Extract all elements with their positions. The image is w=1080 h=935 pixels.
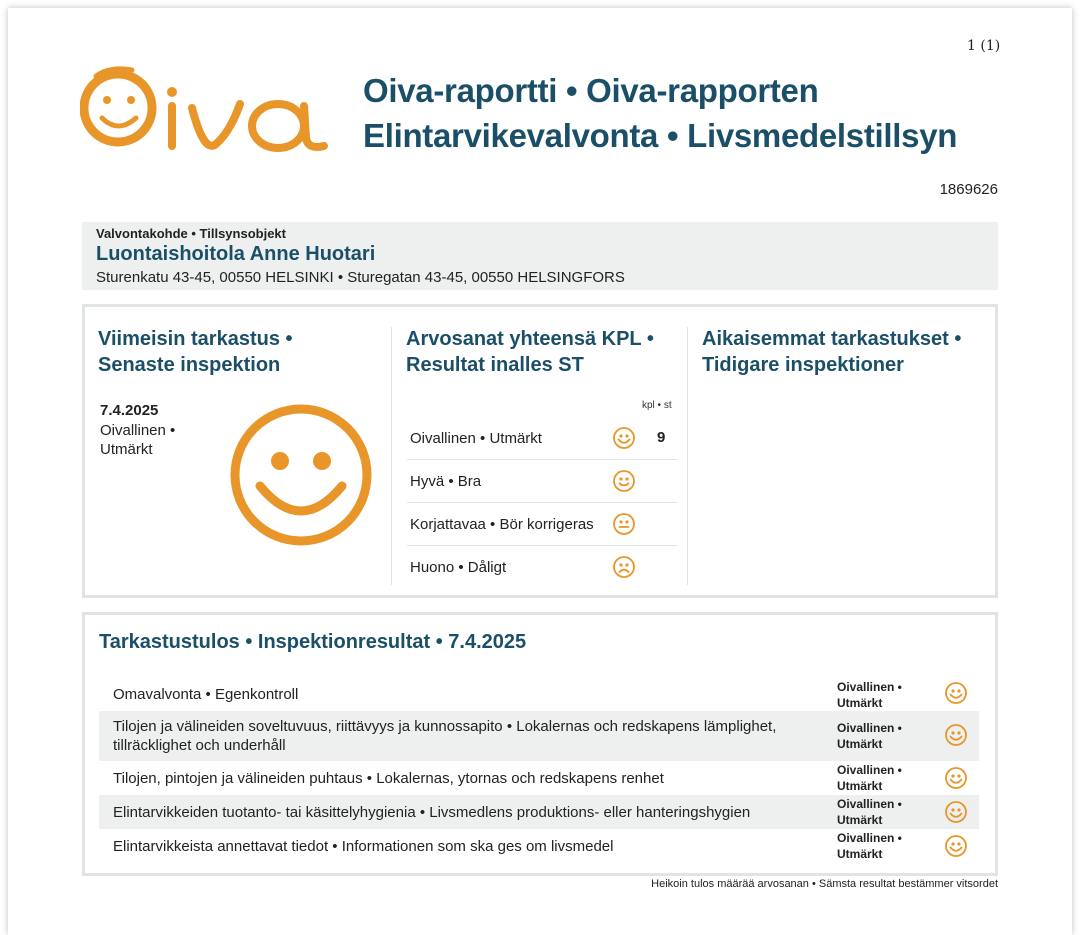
latest-date: 7.4.2025 [100,402,159,419]
grade-label: Oivallinen • Utmärkt [410,430,542,447]
excellent-smiley-icon [944,681,968,705]
excellent-smiley-icon [944,800,968,824]
big-excellent-smiley-icon [228,402,374,548]
grade-row-good [407,459,677,503]
totals-heading [406,326,654,378]
latest-heading-line2: Senaste inspektion [98,354,281,376]
result-grade-line2: Utmärkt [837,779,883,793]
result-grade [837,679,902,711]
latest-heading-line1: Viimeisin tarkastus • [98,328,293,350]
grade-count: 9 [657,429,666,446]
result-row [99,829,979,863]
result-grade-line1: Oivallinen • [837,680,902,694]
result-text: Elintarvikkeista annettavat tiedot • Informationen som ska ges om livsmedel [113,838,614,855]
result-grade-line1: Oivallinen • [837,721,902,735]
page-number: 1 (1) [967,38,1001,54]
result-row [99,677,979,711]
result-grade [837,762,902,794]
result-grade-line1: Oivallinen • [837,763,902,777]
good-smiley-icon [612,469,636,493]
result-grade-line2: Utmärkt [837,847,883,861]
grade-label: Korjattavaa • Bör korrigeras [410,516,594,533]
previous-heading [702,326,961,378]
excellent-smiley-icon [944,723,968,747]
totals-heading-line2: Resultat inalles ST [406,354,584,376]
result-text: Omavalvonta • Egenkontroll [113,686,299,703]
grade-row-poor [407,545,677,588]
document-id: 1869626 [939,181,998,198]
latest-grade [100,421,175,459]
grade-row-excellent [407,416,677,460]
logo-text: Oiva [80,62,83,63]
grade-label: Huono • Dåligt [410,559,507,576]
result-grade [837,720,902,752]
result-grade [837,830,902,862]
object-label: Valvontakohde • Tillsynsobjekt [96,226,286,241]
result-grade-line2: Utmärkt [837,737,883,751]
grade-label: Hyvä • Bra [410,473,482,490]
latest-heading [98,326,293,378]
results-panel [82,612,998,876]
result-grade-line1: Oivallinen • [837,797,902,811]
result-grade-line2: Utmärkt [837,813,883,827]
object-name: Luontaishoitola Anne Huotari [96,243,376,265]
result-grade-line2: Utmärkt [837,696,883,710]
result-row [99,761,979,795]
totals-heading-line1: Arvosanat yhteensä KPL • [406,328,654,350]
result-row [99,711,979,761]
result-text: Tilojen ja välineiden soveltuvuus, riittävyys ja kunnossapito • Lokalernas och redskapens lämplighet, tillräcklighet och underhåll [113,718,777,754]
excellent-smiley-icon [944,834,968,858]
result-text: Elintarvikkeiden tuotanto- tai käsittelyhygienia • Livsmedlens produktions- eller hanteringshygien [113,804,751,821]
object-address: Sturenkatu 43-45, 00550 HELSINKI • Sturegatan 43-45, 00550 HELSINGFORS [96,269,625,286]
sad-face-icon [612,555,636,579]
oiva-logo [80,62,340,158]
inspection-object-box [82,222,998,290]
result-text: Tilojen, pintojen ja välineiden puhtaus • Lokalernas, ytornas och redskapens renhet [113,770,664,787]
result-grade [837,796,902,828]
footnote: Heikoin tulos määrää arvosanan • Sämsta resultat bestämmer vitsordet [651,878,998,890]
previous-heading-line1: Aikaisemmat tarkastukset • [702,328,962,350]
latest-grade-line1: Oivallinen • [100,422,176,439]
excellent-smiley-icon [944,766,968,790]
count-header: kpl • st [642,400,672,411]
column-divider [391,327,392,585]
column-divider [687,327,688,585]
report-title: Oiva-raportti • Oiva-rapporten [363,72,819,109]
result-row [99,795,979,829]
report-subtitle: Elintarvikevalvonta • Livsmedelstillsyn [363,117,958,154]
previous-heading-line2: Tidigare inspektioner [702,354,904,376]
results-title: Tarkastustulos • Inspektionresultat • 7.4.2025 [99,631,527,653]
grade-row-correct [407,502,677,546]
result-grade-line1: Oivallinen • [837,831,902,845]
neutral-face-icon [612,512,636,536]
latest-grade-line2: Utmärkt [100,441,153,458]
summary-panel [82,304,998,598]
excellent-smiley-icon [612,426,636,450]
